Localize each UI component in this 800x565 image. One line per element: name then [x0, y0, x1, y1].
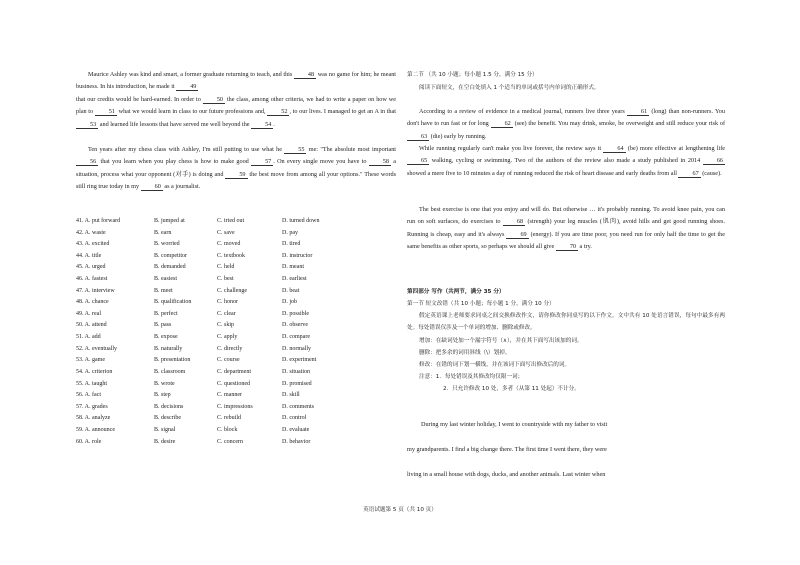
option-b: B. demanded: [154, 264, 186, 271]
option-n: 41. A. put forward: [76, 218, 121, 224]
blank-57: 57: [251, 158, 273, 166]
option-c: C. block: [217, 426, 238, 433]
blank-56: 56: [76, 158, 98, 166]
option-c: C. skip: [217, 322, 235, 329]
option-row: [76, 228, 396, 240]
option-b: B. presentation: [154, 357, 191, 364]
option-row: [76, 309, 396, 321]
option-n: 42. A. waste: [76, 229, 106, 236]
blank-60: 60: [141, 183, 163, 191]
option-n: 52. A. eventually: [76, 345, 117, 352]
blank-48: 48: [294, 71, 316, 79]
option-b: B. qualification: [154, 299, 192, 306]
blank-62: 62: [491, 120, 513, 128]
option-c: C. directly: [217, 345, 243, 352]
option-d: D. tired: [282, 241, 301, 248]
rule-delete: 删除：把多余的词用斜线（\）划掉。: [419, 350, 511, 356]
option-row: [76, 262, 396, 274]
section2-instruction: 阅读下面短文，在空白处填入 1 个适当的单词或括号内单词的正确形式。: [419, 85, 600, 91]
option-row: [76, 320, 396, 332]
option-d: D. experiment: [282, 357, 317, 364]
blank-61: 61: [627, 108, 649, 116]
option-d: D. comments: [282, 403, 314, 410]
option-c: C. held: [217, 264, 235, 271]
option-b: B. desire: [154, 438, 176, 445]
option-d: D. possible: [282, 310, 309, 317]
blank-52: 52: [267, 108, 289, 116]
option-b: B. easiest: [154, 276, 177, 283]
option-b: B. perfect: [154, 310, 178, 317]
option-n: 58. A. analyze: [76, 415, 111, 422]
option-d: D. earliest: [282, 276, 307, 283]
option-row: [76, 297, 396, 309]
blank-69: 69: [506, 231, 528, 239]
option-n: 54. A. criterion: [76, 368, 113, 375]
blank-67: 67: [678, 170, 700, 178]
option-row: [76, 355, 396, 367]
option-d: D. skill: [282, 392, 300, 399]
blank-63: 63: [407, 133, 429, 141]
section2-heading: 第二节 （共 10 小题；每小题 1.5 分，满分 15 分）: [407, 72, 538, 78]
option-b: B. decisions: [154, 403, 184, 410]
option-row: [76, 239, 396, 251]
option-n: 45. A. urged: [76, 264, 106, 271]
option-d: D. compare: [282, 334, 310, 341]
rule-add: 增加：在缺词处加一个漏字符号（∧），并在其下面写出该加的词。: [419, 338, 583, 344]
rule-modify: 修改：在错的词下划一横线，并在该词下面写出修改后的词。: [419, 362, 571, 368]
blank-55: 55: [284, 146, 306, 154]
option-row: [76, 274, 396, 286]
option-d: D. instructor: [282, 252, 313, 259]
option-d: D. job: [282, 299, 297, 306]
option-row: [76, 367, 396, 379]
blank-53: 53: [76, 121, 98, 129]
options-table: [76, 216, 396, 448]
option-n: 50. A. attend: [76, 322, 107, 329]
option-b: B. jumped at: [154, 218, 185, 224]
part4-subheading: 第一节 短文改错（共 10 小题；每小题 1 分，满分 10 分）: [407, 301, 555, 307]
blank-68: 68: [503, 218, 525, 226]
part4-instruction: 假定英语课上老师要求同桌之间交换修改作文，请你修改你同桌写的以下作文。文中共有 10 处语言错误，每句中最多有两处。每处错误仅涉及一个单词的增加、删除或修改。: [407, 313, 725, 332]
blank-65: 65: [407, 157, 429, 165]
grammar-paragraph-1: According to a review of evidence in a medical journal, runners live three years 61 (long) than non-runners. You don't have to run fast or for long 62 (see) the benefit. You may drink, smoke, be overweight and still reduce your risk of 63 (die) early by running.: [407, 108, 726, 140]
option-b: B. expose: [154, 334, 178, 341]
option-c: C. challenge: [217, 287, 247, 294]
option-n: 55. A. taught: [76, 380, 107, 387]
option-c: C. department: [217, 368, 251, 375]
option-d: D. meant: [282, 264, 304, 271]
blank-58: 58: [369, 158, 391, 166]
option-c: C. course: [217, 357, 240, 364]
option-b: B. pass: [154, 322, 172, 329]
grammar-paragraph-3: The best exercise is one that you enjoy and will do. But otherwise … it's probably running. To avoid knee pain, you can run on soft surfaces, do exercises to 68 (strength) your leg muscles (肌肉), avoid hills and get good running shoes. Running is cheap, easy and it's always 69 (energy). If you are time poor, you need run for only half the time to get the same benefits as other sports, so perhaps we should all give 70 a try.: [407, 206, 726, 251]
option-n: 44. A. title: [76, 252, 102, 259]
option-d: D. pay: [282, 229, 298, 236]
option-c: C. best: [217, 276, 234, 283]
option-row: [76, 379, 396, 391]
option-n: 60. A. role: [76, 438, 102, 445]
option-row: [76, 216, 396, 228]
blank-64: 64: [603, 145, 625, 153]
option-b: B. worried: [154, 241, 180, 248]
option-c: C. impressions: [217, 403, 253, 410]
option-b: B. describe: [154, 415, 181, 422]
option-n: 46. A. fastest: [76, 276, 108, 283]
option-d: D. observe: [282, 322, 308, 329]
option-b: B. signal: [154, 426, 176, 433]
option-b: B. naturally: [154, 345, 183, 352]
option-n: 59. A. announce: [76, 426, 115, 433]
option-d: D. behavior: [282, 438, 311, 445]
blank-70: 70: [556, 243, 578, 251]
option-b: B. classroom: [154, 368, 186, 375]
option-c: C. clear: [217, 310, 236, 317]
option-row: [76, 402, 396, 414]
option-c: C. concern: [217, 438, 243, 445]
cloze-paragraph-1: Maurice Ashley was kind and smart, a former graduate returning to teach, and this 48 was no game for him; he meant business. In his introduction, he made it 49 that our credits would be hard-earned. In order to 50 the class, among other criteria, we had to write a paper on how we plan to 51 what we would learn in class to our future professions and, 52 , to our lives. I managed to get an A in that 53 and learned life lessons that have served me well beyond the 54 .: [76, 71, 397, 128]
essay-line-1: During my last winter holiday, I went to countryside with my father to visit: [421, 421, 608, 428]
option-row: [76, 344, 396, 356]
option-c: C. moved: [217, 241, 241, 248]
option-c: C. questioned: [217, 380, 250, 387]
option-d: D. beat: [282, 287, 300, 294]
option-row: [76, 332, 396, 344]
blank-51: 51: [95, 108, 117, 116]
option-c: C. manner: [217, 392, 242, 399]
option-b: B. competitor: [154, 252, 187, 259]
option-c: C. tried out: [217, 218, 245, 224]
essay-line-3: living in a small house with dogs, ducks, and another animals. Last winter when: [407, 471, 606, 478]
option-c: C. apply: [217, 334, 238, 341]
option-d: D. normally: [282, 345, 311, 352]
option-n: 57. A. grades: [76, 403, 108, 410]
blank-50: 50: [203, 96, 225, 104]
essay-line-2: my grandparents. I find a big change there. The first time I went there, they were: [407, 446, 607, 453]
blank-59: 59: [225, 171, 247, 179]
option-row: [76, 413, 396, 425]
option-b: B. meet: [154, 287, 173, 294]
option-n: 49. A. real: [76, 310, 101, 317]
option-n: 51. A. add: [76, 334, 101, 341]
option-row: [76, 425, 396, 437]
option-n: 47. A. interview: [76, 287, 115, 294]
note-2: 2．只允许修改 10 处，多者（从第 11 处起）不计分。: [443, 386, 580, 392]
page-footer: 英语试题第 5 页（共 10 页）: [363, 507, 437, 513]
option-c: C. rebuild: [217, 415, 241, 422]
option-c: C. honor: [217, 299, 238, 306]
blank-49: 49: [176, 83, 198, 91]
option-d: D. control: [282, 415, 307, 422]
option-d: D. evaluate: [282, 426, 310, 433]
option-b: B. step: [154, 392, 171, 399]
option-c: C. textbook: [217, 252, 245, 259]
part4-heading: 第四部分 写作（共两节，满分 35 分）: [407, 289, 505, 295]
cloze-paragraph-2: Ten years after my chess class with Ashley, I'm still putting to use what he 55 me: "The absolute most important 56 that you learn when you play chess is how to make good 57 . On every single move you have to 58 a situation, process what your opponent (对手) is doing and 59 the best move from among all your options." These words still ring true today in my 60 as a journalist.: [76, 146, 397, 191]
option-d: D. situation: [282, 368, 310, 375]
option-row: [76, 286, 396, 298]
blank-66: 66: [703, 157, 725, 165]
note-1: 注意：1．每处错误及其修改均仅限一词；: [419, 374, 524, 380]
option-n: 48. A. chance: [76, 299, 109, 306]
option-n: 53. A. game: [76, 357, 105, 364]
option-c: C. save: [217, 229, 235, 236]
blank-54: 54: [251, 121, 273, 129]
option-row: [76, 437, 396, 449]
option-n: 56. A. fact: [76, 392, 101, 399]
option-d: D. turned down: [282, 218, 320, 224]
option-d: D. promised: [282, 380, 312, 387]
option-row: [76, 251, 396, 263]
option-row: [76, 390, 396, 402]
option-b: B. earn: [154, 229, 172, 236]
option-n: 43. A. excited: [76, 241, 110, 248]
option-b: B. wrote: [154, 380, 175, 387]
grammar-paragraph-2: While running regularly can't make you live forever, the review says it 64 (be) more effective at lengthening life 65 walking, cycling or swimming. Two of the authors of the review also made a study published in 2014 66 showed a mere five to 10 minutes a day of running reduced the risk of heart disease and early deaths from all 67 (cause).: [407, 145, 726, 177]
